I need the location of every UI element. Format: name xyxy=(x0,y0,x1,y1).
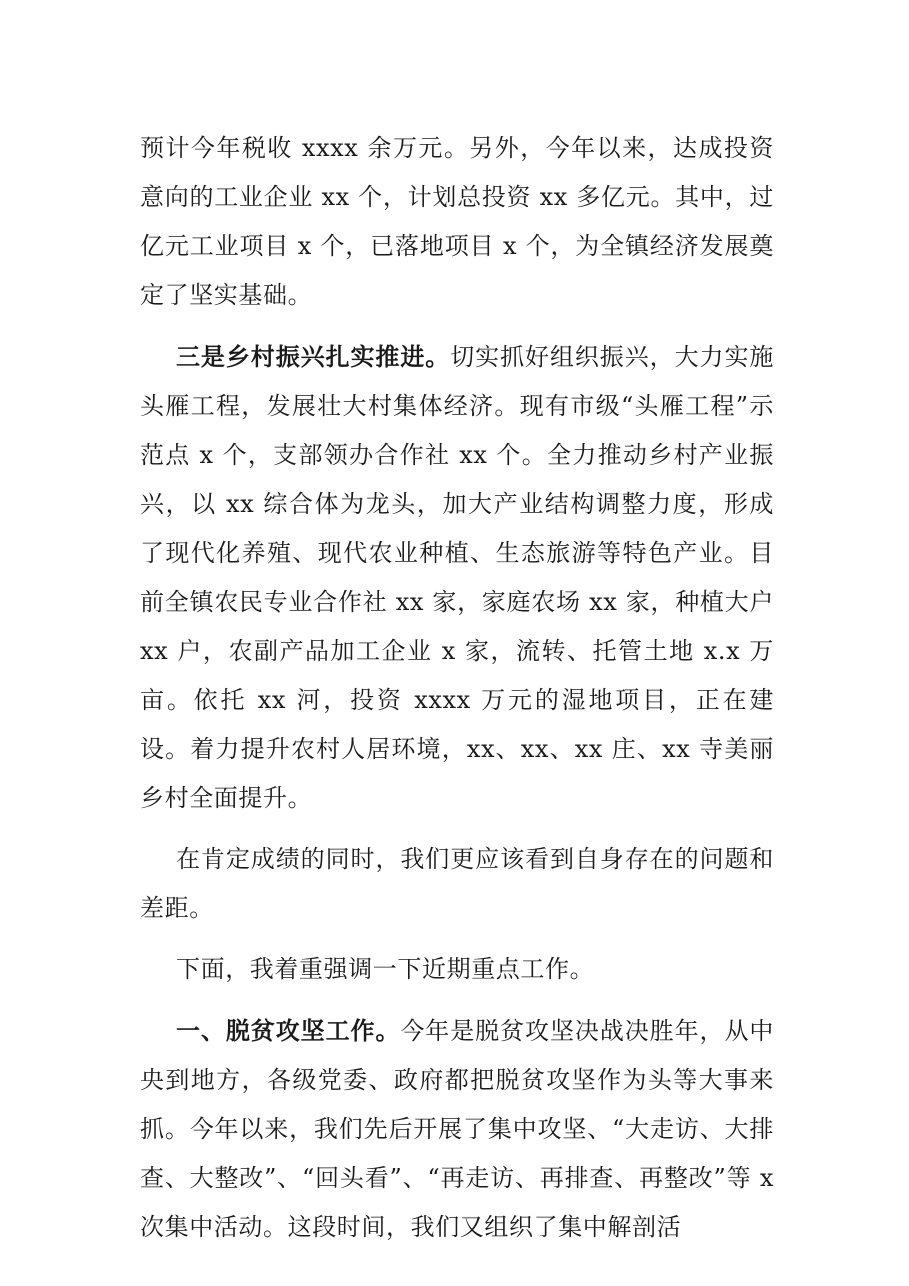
paragraph-heading: 一、脱贫攻坚工作。 xyxy=(176,1016,401,1045)
paragraph-text: 在肯定成绩的同时，我们更应该看到自身存在的问题和差距。 xyxy=(140,845,774,922)
paragraph-key-work-intro xyxy=(140,945,774,994)
paragraph-text: 今年是脱贫攻坚决战决胜年，从中央到地方，各级党委、政府都把脱贫攻坚作为头等大事来抓。今年以来，我们先后开展了集中攻坚、“大走访、大排查、大整改”、“回头看”、“再走访、再排查、再整改”等 x 次集中活动。这段时间，我们又组织了集中解剖活 xyxy=(140,1017,774,1241)
document-body xyxy=(140,124,774,1264)
paragraph-poverty-alleviation xyxy=(140,1006,774,1252)
paragraph-text: 切实抓好组织振兴，大力实施头雁工程，发展壮大村集体经济。现有市级“头雁工程”示范点 x 个，支部领办合作社 xx 个。全力推动乡村产业振兴，以 xx 综合体为龙头，加大产业结构调整力度，形成了现代化养殖、现代农业种植、生态旅游等特色产业。目前全镇农民专业合作社 xx 家，家庭农场 xx 家，种植大户 xx 户，农副产品加工企业 x 家，流转、托管土地 x.x 万亩。依托 xx 河，投资 xxxx 万元的湿地项目，正在建设。着力提升农村人居环境，xx、xx、xx 庄、xx 寺美丽乡村全面提升。 xyxy=(140,343,774,812)
paragraph-rural-revitalization xyxy=(140,332,774,823)
paragraph-text: 下面，我着重强调一下近期重点工作。 xyxy=(176,955,595,983)
paragraph-text: 预计今年税收 xxxx 余万元。另外，今年以来，达成投资意向的工业企业 xx 个，计划总投资 xx 多亿元。其中，过亿元工业项目 x 个，已落地项目 x 个，为全镇经济发展奠定了坚实基础。 xyxy=(140,134,774,309)
paragraph-heading: 三是乡村振兴扎实推进。 xyxy=(176,342,451,371)
paragraph-tax-investment xyxy=(140,124,774,320)
paragraph-problems xyxy=(140,835,774,933)
